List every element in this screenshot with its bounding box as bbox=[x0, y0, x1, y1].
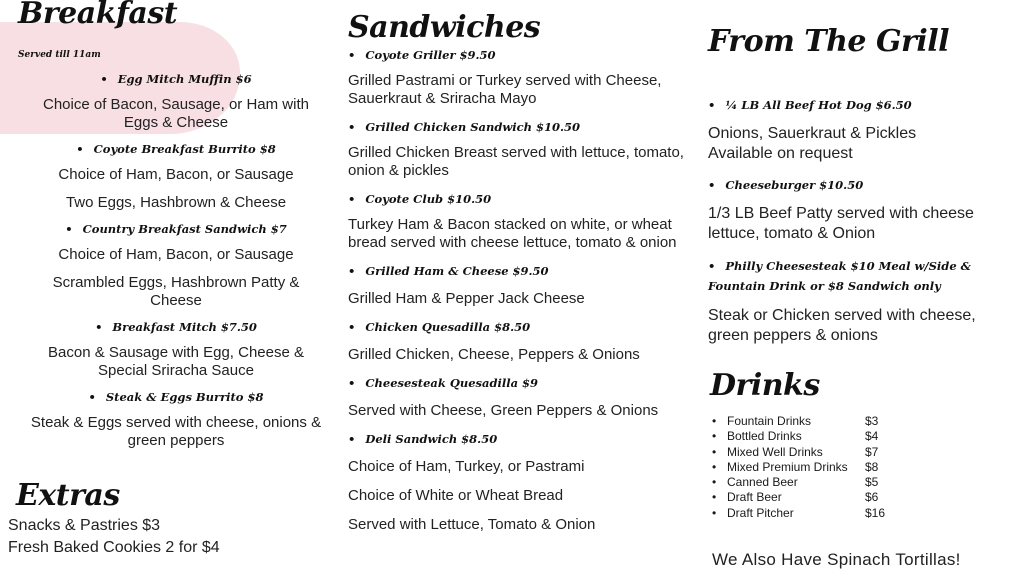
bullet-icon: • bbox=[712, 490, 717, 505]
list-item bbox=[712, 475, 885, 490]
menu-item-name: • Coyote Breakfast Burrito $8 bbox=[16, 142, 336, 156]
extras-heading: Extras bbox=[16, 478, 120, 513]
list-item bbox=[712, 506, 885, 521]
menu-item-name: • Steak & Eggs Burrito $8 bbox=[16, 390, 336, 404]
sandwiches-list bbox=[348, 48, 688, 534]
drink-price: $16 bbox=[865, 505, 886, 520]
breakfast-heading: Breakfast bbox=[18, 0, 178, 31]
bullet-icon: • bbox=[712, 414, 717, 428]
list-item bbox=[712, 414, 885, 429]
drink-name: Fountain Drinks bbox=[727, 414, 812, 428]
drink-price: $3 bbox=[865, 414, 879, 428]
drinks-heading: Drinks bbox=[710, 368, 820, 403]
bullet-icon: • bbox=[712, 444, 717, 459]
drink-price: $4 bbox=[865, 429, 879, 444]
list-item bbox=[712, 490, 885, 505]
extras-line: Snacks & Pastries $3 bbox=[8, 517, 161, 534]
menu-item-desc: Choice of Ham, Turkey, or Pastrami bbox=[348, 458, 585, 475]
menu-item-desc: Choice of Ham, Bacon, or Sausage bbox=[58, 166, 294, 183]
menu-item-name: • Coyote Club $10.50 bbox=[348, 192, 688, 206]
menu-item-desc: Steak & Eggs served with cheese, onions & green peppers bbox=[30, 414, 322, 449]
extras-line: Fresh Baked Cookies 2 for $4 bbox=[8, 539, 220, 556]
menu-item-name: • Grilled Ham & Cheese $9.50 bbox=[348, 264, 688, 278]
footer-note: We Also Have Spinach Tortillas! bbox=[712, 550, 961, 569]
menu-item-desc: Grilled Ham & Pepper Jack Cheese bbox=[348, 290, 585, 307]
drink-name: Bottled Drinks bbox=[727, 429, 802, 444]
menu-item-desc: 1/3 LB Beef Patty served with cheese lettuce, tomato & Onion bbox=[708, 205, 974, 242]
menu-item-desc: Served with Lettuce, Tomato & Onion bbox=[348, 516, 596, 533]
list-item bbox=[712, 460, 885, 475]
menu-item-desc: Onions, Sauerkraut & Pickles Available on request bbox=[708, 125, 917, 162]
drink-price: $5 bbox=[865, 475, 879, 490]
drink-price: $7 bbox=[865, 444, 879, 459]
menu-item-name: • ¼ LB All Beef Hot Dog $6.50 bbox=[708, 98, 1008, 112]
menu-item-desc: Scrambled Eggs, Hashbrown Patty & Cheese bbox=[52, 274, 300, 309]
list-item bbox=[712, 445, 885, 460]
menu-item-name: • Chicken Quesadilla $8.50 bbox=[348, 320, 688, 334]
menu-item-desc: Grilled Pastrami or Turkey served with Cheese, Sauerkraut & Sriracha Mayo bbox=[348, 72, 662, 107]
menu-item-name: • Country Breakfast Sandwich $7 bbox=[16, 222, 336, 236]
menu-item-desc: Grilled Chicken Breast served with lettuce, tomato, onion & pickles bbox=[348, 144, 684, 179]
drinks-list bbox=[712, 414, 885, 521]
menu-item-desc: Bacon & Sausage with Egg, Cheese & Special Sriracha Sauce bbox=[48, 344, 304, 379]
menu-item-name: • Coyote Griller $9.50 bbox=[348, 48, 688, 62]
menu-item-name: • Cheesesteak Quesadilla $9 bbox=[348, 376, 688, 390]
menu-item-desc: Choice of Ham, Bacon, or Sausage bbox=[58, 246, 294, 263]
menu-item-name: • Grilled Chicken Sandwich $10.50 bbox=[348, 120, 688, 134]
menu-item-name: • Deli Sandwich $8.50 bbox=[348, 432, 688, 446]
breakfast-served-note: Served till 11am bbox=[18, 50, 101, 60]
menu-item-desc: Choice of Bacon, Sausage, or Ham with Eggs & Cheese bbox=[43, 96, 309, 131]
menu-item-desc: Turkey Ham & Bacon stacked on white, or wheat bread served with cheese lettuce, tomato & onion bbox=[348, 216, 677, 251]
drink-price: $8 bbox=[865, 459, 879, 474]
menu-item-name: • Philly Cheesesteak $10 Meal w/Side & Fountain Drink or $8 Sandwich only bbox=[708, 256, 1008, 296]
drink-name: Mixed Well Drinks bbox=[727, 444, 823, 459]
sandwiches-heading: Sandwiches bbox=[348, 10, 541, 45]
menu-item-name: • Breakfast Mitch $7.50 bbox=[16, 320, 336, 334]
drink-price: $6 bbox=[865, 490, 879, 505]
menu-item-desc: Two Eggs, Hashbrown & Cheese bbox=[65, 194, 287, 211]
bullet-icon: • bbox=[712, 505, 717, 520]
drink-name: Draft Beer bbox=[727, 490, 782, 505]
bullet-icon: • bbox=[712, 429, 717, 444]
menu-item-desc: Served with Cheese, Green Peppers & Onions bbox=[348, 402, 659, 419]
menu-item-name: • Egg Mitch Muffin $6 bbox=[16, 72, 336, 86]
list-item bbox=[712, 429, 885, 444]
breakfast-list bbox=[16, 70, 336, 450]
menu-item-desc: Grilled Chicken, Cheese, Peppers & Onions bbox=[348, 346, 640, 363]
drink-name: Draft Pitcher bbox=[727, 505, 794, 520]
menu-item-name: • Cheeseburger $10.50 bbox=[708, 178, 1008, 192]
bullet-icon: • bbox=[712, 475, 717, 490]
grill-heading: From The Grill bbox=[708, 24, 950, 59]
bullet-icon: • bbox=[712, 459, 717, 474]
grill-list bbox=[708, 98, 1008, 346]
menu-item-desc: Choice of White or Wheat Bread bbox=[348, 487, 564, 504]
drink-name: Canned Beer bbox=[727, 475, 798, 490]
drink-name: Mixed Premium Drinks bbox=[727, 459, 848, 474]
menu-item-desc: Steak or Chicken served with cheese, green peppers & onions bbox=[708, 307, 976, 344]
